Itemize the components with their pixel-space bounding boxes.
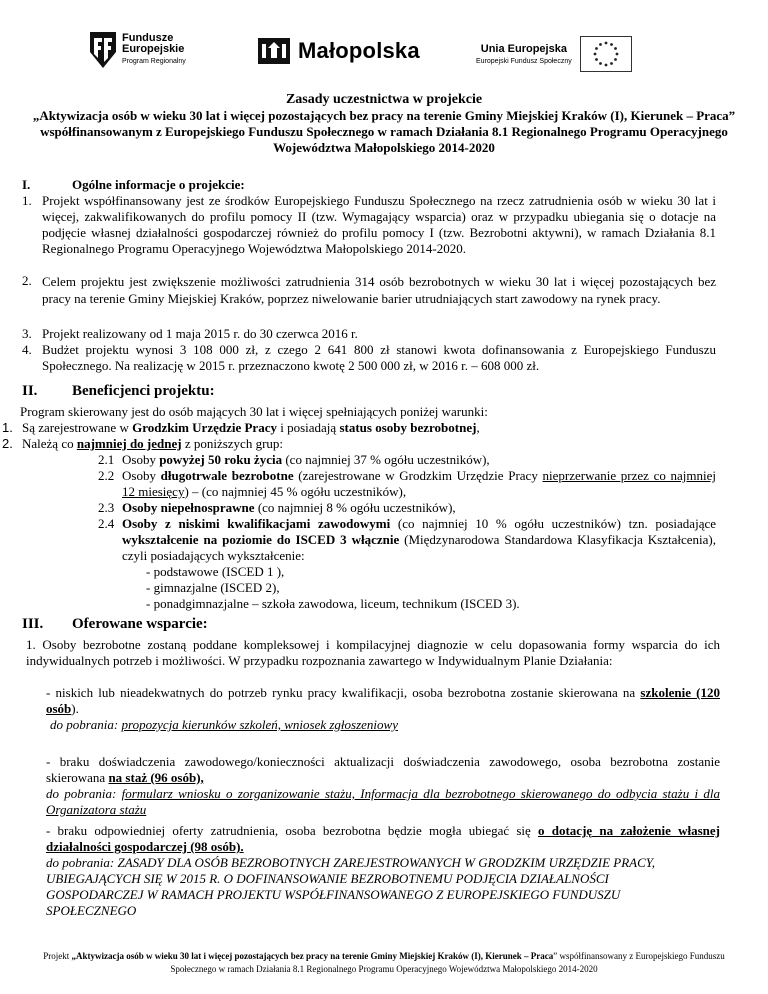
section-1-number: I. — [22, 177, 31, 192]
item-text: Budżet projektu wynosi 3 108 000 zł, z czego 2 641 800 zł stanowi kwota dofinansowania z Europejskiego Funduszu Społecznego. Na realizację w 2015 r. przeznaczono kwotę 2 500 000 zł, w 2016 r. – 608 000 zł. — [42, 342, 716, 373]
group-2-2 — [98, 468, 716, 500]
text-bold: status osoby bezrobotnej — [339, 420, 477, 435]
text-bold-underlined: o dotację na założenie własnej działalności gospodarczej — [46, 823, 720, 854]
text: , — [476, 420, 480, 435]
download-label: do pobrania — [50, 717, 114, 732]
text-bold: Osoby z niskimi kwalifikacjami zawodowymi — [122, 516, 391, 531]
item-text: Projekt współfinansowany jest ze środków Europejskiego Funduszu Społecznego na rzecz zatrudnienia osób w wieku 30 lat i więcej, zakwalifikowanych do profilu pomocy II (tzw. Wymagający wsparcia) oraz w przypadku ubiegania się o dotacje na podjęcie własnej działalności gospodarczej również do profilu pomocy I (tzw. Bezrobotni aktywni), w ramach Działania 8.1 Regionalnego Programu Operacyjnego Województwa Małopolskiego 2014-2020. — [42, 193, 716, 256]
group-2-1 — [98, 452, 716, 468]
project-subtitle: „Aktywizacja osób w wieku 30 lat i więcej pozostających bez pracy na terenie Gminy Miejskiej Kraków (I), Kierunek – Praca” współfinansowanym z Europejskiego Funduszu Społecznego w ramach Działania 8.1 Regionalnego Programu Operacyjnego Województwa Małopolskiego 2014-2020 — [32, 108, 736, 155]
fundusze-europejskie-icon — [88, 30, 118, 70]
section-2-intro: Program skierowany jest do osób mających 30 lat i więcej spełniających poniżej warunki: — [20, 404, 488, 419]
text: - braku odpowiedniej oferty zatrudnienia, osoba bezrobotna będzie mogła ubiegać się — [46, 823, 539, 838]
text-underlined: nieprzerwanie przez co najmniej 12 miesięcy — [122, 468, 716, 499]
section-2-number: II. — [22, 383, 38, 399]
item-number: 1. — [22, 193, 32, 208]
text-bold: wykształcenie na poziomie do ISCED 3 włącznie — [122, 532, 400, 547]
section-1-item-3 — [22, 326, 716, 342]
condition-number: 2. — [2, 436, 13, 451]
condition-number: 1. — [2, 420, 13, 435]
fe-line1: Fundusze — [122, 32, 174, 44]
fe-line3: Program Regionalny — [122, 58, 186, 65]
download-label: do pobrania: — [46, 786, 122, 801]
text: - niskich lub nieadekwatnych do potrzeb rynku pracy kwalifikacji, osoba bezrobotna zostanie skierowana na — [46, 685, 641, 700]
page-footer — [20, 950, 748, 976]
internship-download-link[interactable]: formularz wniosku o zorganizowanie stażu, Informacja dla bezrobotnego skierowanego do odbycia stażu i dla Organizatora stażu — [46, 786, 721, 817]
item-text: Projekt realizowany od 1 maja 2015 r. do 30 czerwca 2016 r. — [42, 326, 358, 341]
ue-line2: Europejski Fundusz Społeczny — [476, 58, 572, 65]
section-2-title: Beneficjenci projektu: — [72, 383, 215, 399]
fundusze-europejskie-logo — [88, 30, 186, 70]
condition-2 — [2, 436, 696, 452]
education-level-2: - gimnazjalne (ISCED 2), — [146, 580, 280, 595]
text: (zarejestrowane w Grodzkim Urzędzie Pracy — [293, 468, 543, 483]
fe-line2: Europejskie — [122, 43, 185, 55]
item-number: 2. — [22, 273, 32, 288]
training-download-link[interactable]: propozycja kierunków szkoleń, wniosek zgłoszeniowy — [121, 717, 398, 732]
section-1-item-1 — [22, 193, 716, 257]
text-bold: powyżej 50 roku życia — [159, 452, 283, 467]
text-bold: długotrwale bezrobotne — [160, 468, 294, 483]
group-number: 2.2 — [98, 468, 115, 483]
group-number: 2.1 — [98, 452, 115, 467]
item-number: 3. — [22, 326, 32, 341]
text: ). — [71, 701, 79, 716]
page-title: Zasady uczestnictwa w projekcie — [285, 92, 483, 107]
text: (co najmniej 37 % ogółu uczestników), — [282, 452, 490, 467]
text: Osoby — [122, 452, 160, 467]
training-downloads — [50, 717, 398, 733]
section-1-title: Ogólne informacje o projekcie: — [72, 177, 245, 192]
text: i posiadają — [276, 420, 340, 435]
section-1-item-2 — [22, 273, 716, 307]
text: Osoby — [122, 468, 161, 483]
text: : — [113, 717, 122, 732]
section-1-item-4 — [22, 342, 716, 374]
malopolska-crest-icon — [258, 38, 290, 64]
support-internship — [46, 754, 720, 786]
malopolska-logo — [258, 38, 420, 64]
section-3-heading — [22, 616, 208, 633]
support-training — [46, 685, 720, 717]
education-level-3: - ponadgimnazjalne – szkoła zawodowa, liceum, technikum (ISCED 3). — [146, 596, 520, 611]
malopolska-name: Małopolska — [298, 38, 420, 63]
text: Są zarejestrowane w — [22, 420, 133, 435]
group-2-4 — [98, 516, 716, 564]
footer-text: Projekt — [43, 951, 72, 961]
item-text: Celem projektu jest zwiększenie możliwości zatrudnienia 314 osób bezrobotnych w wieku 30 lat i więcej pozostających bez pracy na terenie Gminy Miejskiej Kraków, poprzez niwelowanie barier utrudniających start zawodowy na rynek pracy. — [42, 274, 716, 306]
section-1-heading — [22, 177, 245, 193]
text-bold-underlined: szkolenie (120 osób — [46, 685, 720, 716]
group-number: 2.3 — [98, 500, 115, 515]
text: ) – (co najmniej 45 % ogółu uczestników), — [184, 484, 407, 499]
ue-line1: Unia Europejska — [480, 43, 567, 55]
text: (co najmniej 10 % ogółu uczestników) tzn. posiadające — [390, 516, 716, 531]
section-2-heading — [22, 383, 215, 400]
section-3-intro: 1. Osoby bezrobotne zostaną poddane kompleksowej i kompilacyjnej diagnozie w celu dopasowania formy wsparcia do ich indywidualnych potrzeb i możliwości. W przypadku rozpoznania zawartego w Indywidualnym Planie Działania: — [26, 637, 720, 668]
item-number: 4. — [22, 342, 32, 357]
text: (co najmniej 8 % ogółu uczestników), — [254, 500, 456, 515]
text-bold-underlined: (98 osób). — [186, 839, 244, 854]
text-bold-underlined: na staż (96 osób), — [108, 770, 204, 785]
grant-download-link[interactable]: do pobrania: ZASADY DLA OSÓB BEZROBOTNYCH ZAREJESTROWANYCH W GRODZKIM URZĘDZIE PRACY, UBIEGAJĄCYCH SIĘ W 2015 R. O DOFINANSOWANIE BEZROBOTNEMU PODJĘCIA DZIAŁALNOŚCI GOSPODARCZEJ W RAMACH PROJEKTU WSPÓŁFINANSOWANEGO Z EUROPEJSKIEGO FUNDUSZU SPOŁECZNEGO — [46, 855, 656, 918]
footer-text: ” współfinansowany z Europejskiego Funduszu Społecznego w ramach Działania 8.1 Regionalnego Programu Operacyjnego Województwa Małopolskiego 2014-2020 — [170, 951, 725, 974]
internship-downloads — [46, 786, 720, 818]
section-3-number: III. — [22, 616, 44, 632]
text: Należą co — [22, 436, 77, 451]
text: z poniższych grup: — [181, 436, 284, 451]
support-grant — [46, 823, 720, 855]
footer-project-name: „Aktywizacja osób w wieku 30 lat i więcej pozostających bez pracy na terenie Gminy Miejskiej Kraków (I), Kierunek – Praca — [71, 951, 554, 961]
text-bold: Grodzkim Urzędzie Pracy — [132, 420, 277, 435]
text-bold-underlined: najmniej do jednej — [76, 436, 182, 451]
group-number: 2.4 — [98, 516, 115, 531]
section-3-title: Oferowane wsparcie: — [72, 616, 208, 632]
unia-europejska-logo — [476, 36, 632, 72]
condition-1 — [2, 420, 696, 436]
group-2-3 — [98, 500, 716, 516]
eu-flag-icon — [580, 36, 632, 72]
education-level-1: - podstawowe (ISCED 1 ), — [146, 564, 285, 579]
text: (Międzynarodowa Standardowa Klasyfikacja Kształcenia), czyli posiadających wykształcenie: — [122, 532, 716, 563]
logo-bar — [0, 28, 768, 78]
text-bold: Osoby niepełnosprawne — [122, 500, 255, 515]
text: - braku doświadczenia zawodowego/konieczności aktualizacji doświadczenia zawodowego, osoba bezrobotna zostanie skierowana — [46, 754, 720, 785]
